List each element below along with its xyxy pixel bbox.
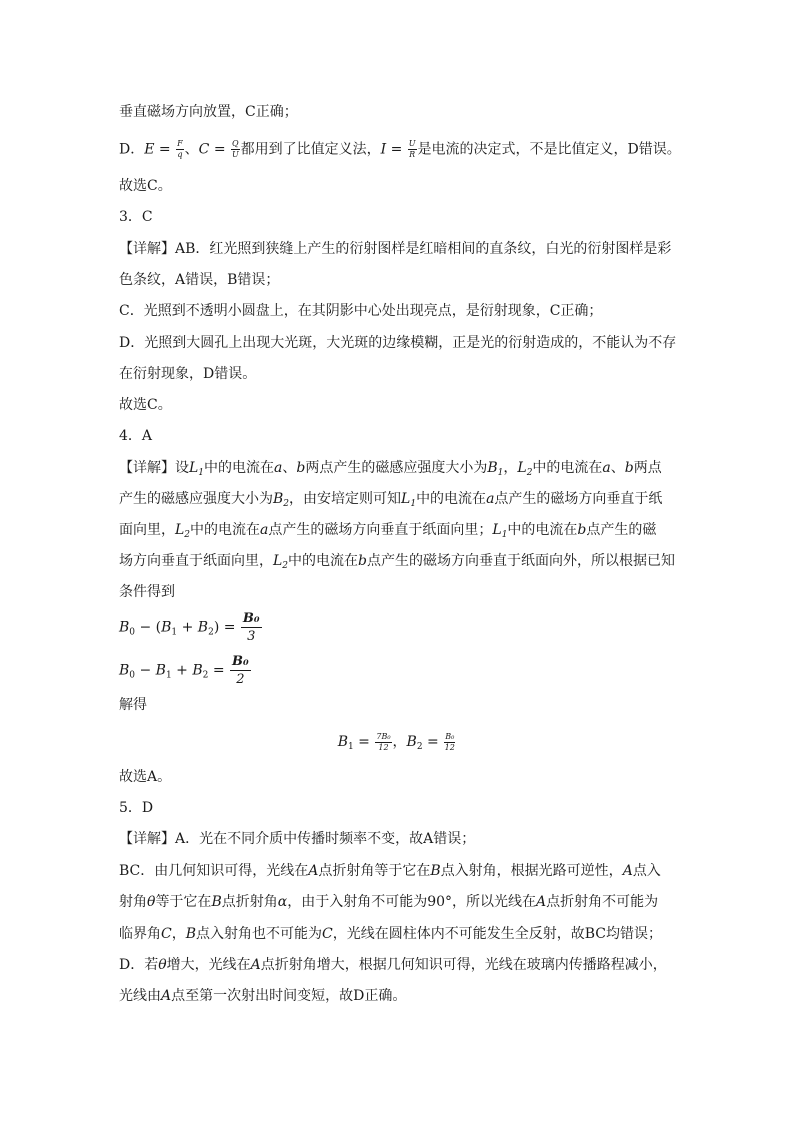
text-line: 条件得到 bbox=[119, 584, 175, 600]
text-line-formula bbox=[119, 140, 681, 159]
text-line: 故选A。 bbox=[119, 769, 172, 785]
equation-2: $B_0 - B_1 + B_2$ = $\frac{\text{B₀}}{2}$ bbox=[119, 654, 249, 687]
text-line: 故选C。 bbox=[119, 178, 172, 194]
text-mid: 都用到了比值定义法， bbox=[240, 141, 381, 158]
fraction-f-over-q: $\frac{F}{q}$ bbox=[177, 139, 183, 159]
text-line: 面向里，$L_2$中的电流在a点产生的磁场方向垂直于纸面向里；$L_1$中的电流在b点产生的磁 bbox=[119, 522, 657, 540]
result-equation: $B_1$ = $\frac{\text{7B₀}}{12}$ ，$B_2$ = $\frac{\text{B₀}}{12}$ bbox=[337, 731, 455, 752]
equals: = bbox=[209, 141, 231, 158]
fraction-b0-over-2: $\frac{\text{B₀}}{2}$ bbox=[232, 654, 249, 687]
text-line: C．光照到不透明小圆盘上，在其阴影中心处出现亮点，是衍射现象，C正确； bbox=[119, 303, 603, 319]
text-line: 垂直磁场方向放置，C正确； bbox=[119, 104, 298, 120]
text-line: 色条纹，A错误，B错误； bbox=[119, 272, 280, 288]
text-line: 【详解】A．光在不同介质中传播时频率不变，故A错误； bbox=[119, 831, 476, 847]
symbol-C: C bbox=[198, 141, 210, 158]
question-number: 5．D bbox=[119, 800, 154, 816]
fraction-b0-over-12: $\frac{\text{B₀}}{12}$ bbox=[444, 731, 455, 752]
fraction-q-over-u: $\frac{Q}{U}$ bbox=[231, 139, 239, 159]
text-line: 射角θ等于它在B点折射角α，由于入射角不可能为90°，所以光线在A点折射角不可能为 bbox=[119, 894, 659, 910]
text-line: 【详解】设$L_1$中的电流在a、b两点产生的磁感应强度大小为$B_1$，$L_2$中的电流在a、b两点 bbox=[119, 460, 662, 478]
fraction-u-over-r: $\frac{U}{R}$ bbox=[408, 139, 416, 159]
equals: = bbox=[386, 141, 407, 158]
text-line: 光线由A点至第一次射出时间变短，故D正确。 bbox=[119, 988, 407, 1004]
question-number: 3．C bbox=[119, 209, 153, 225]
text-line: D．光照到大圆孔上出现大光斑，大光斑的边缘模糊，正是光的衍射造成的，不能认为不存 bbox=[119, 335, 677, 351]
text-line: 产生的磁感应强度大小为$B_2$，由安培定则可知$L_1$中的电流在a点产生的磁场方向垂直于纸 bbox=[119, 491, 663, 509]
symbol-E: E bbox=[144, 141, 155, 158]
text-line: 解得 bbox=[119, 697, 147, 713]
symbol-I: I bbox=[380, 141, 387, 158]
fraction-b0-over-3: $\frac{\text{B₀}}{3}$ bbox=[242, 611, 260, 644]
text-line: BC．由几何知识可得，光线在A点折射角等于它在B点入射角，根据光路可逆性，A点入 bbox=[119, 863, 661, 879]
text-line: 临界角C，B点入射角也不可能为C，光线在圆柱体内不可能发生全反射，故BC均错误； bbox=[119, 926, 662, 942]
text-line: 故选C。 bbox=[119, 397, 172, 413]
separator: 、 bbox=[184, 141, 199, 158]
text-line: D．若θ增大，光线在A点折射角增大，根据几何知识可得，光线在玻璃内传播路程减小， bbox=[119, 957, 667, 973]
equals: = bbox=[154, 141, 176, 158]
text-line: 【详解】AB．红光照到狭缝上产生的衍射图样是红暗相间的直条纹，白光的衍射图样是彩 bbox=[119, 241, 672, 257]
item-label: D． bbox=[119, 141, 145, 158]
equation-1: $B_0 - (B_1 + B_2)$ = $\frac{\text{B₀}}{3}$ bbox=[119, 611, 260, 644]
question-number: 4．A bbox=[119, 428, 153, 444]
text-end: 是电流的决定式，不是比值定义，D错误。 bbox=[417, 141, 681, 158]
text-line: 在衍射现象，D错误。 bbox=[119, 366, 257, 382]
text-line: 场方向垂直于纸面向里，$L_2$中的电流在b点产生的磁场方向垂直于纸面向外，所以根据已知 bbox=[119, 553, 675, 571]
fraction-7b0-over-12: $\frac{\text{7B₀}}{12}$ bbox=[376, 731, 391, 752]
